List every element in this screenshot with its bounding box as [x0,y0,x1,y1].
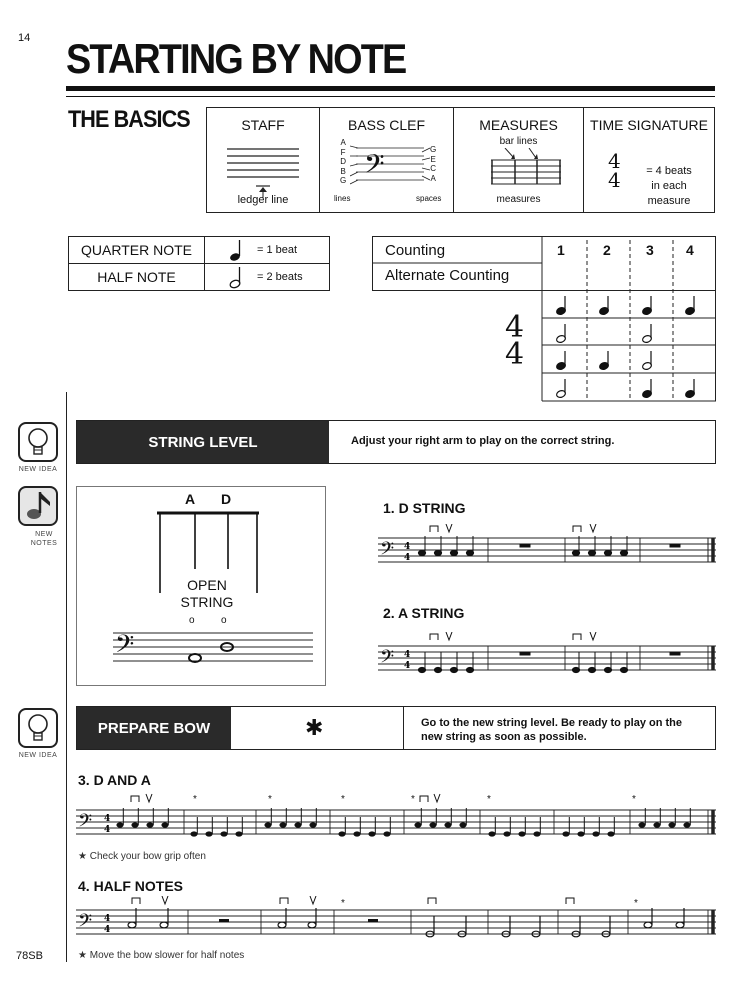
svg-text:*: * [341,898,345,909]
svg-text:4: 4 [104,925,111,935]
exercise-2-staff [378,632,716,680]
svg-text:4: 4 [104,825,111,835]
exercise-1-staff [378,524,716,572]
quarter-note-head [220,831,227,836]
string-level-text: Adjust your right arm to play on the correct string. [351,435,615,447]
half-note-label: HALF NOTE [69,264,205,291]
bar-lines-label: bar lines [499,136,538,147]
quarter-note-head [205,831,212,836]
exercise-4-note: ★ Move the bow slower for half notes [78,950,245,961]
svg-text:𝄢: 𝄢 [380,539,395,564]
beat-1: 1 [557,242,565,258]
quarter-note-head [353,831,360,836]
quarter-note-head [264,822,271,827]
svg-text:4: 4 [404,542,411,552]
counting-table [372,236,717,402]
page-number: 14 [18,32,31,44]
alternate-counting-label: Alternate Counting [385,267,510,284]
measures-caption: measures [496,194,541,205]
title-rule-thin [66,96,715,97]
svg-text:*: * [411,794,415,805]
measures-cell [454,108,584,212]
prepare-bow-title: PREPARE BOW [77,707,231,749]
svg-text:𝄢: 𝄢 [115,630,135,665]
open-string-label: OPEN STRING [180,577,234,610]
sidebar-rule [66,392,67,962]
svg-text:𝄢: 𝄢 [380,647,395,672]
quarter-note-head [577,831,584,836]
bass-clef-space-notes: G E C A [430,145,437,183]
quarter-note-head [368,831,375,836]
half-note-value: = 2 beats [257,271,303,283]
time-signature-cell [584,108,714,212]
quarter-note-head [683,822,690,827]
quarter-note-head [279,822,286,827]
quarter-note-head [533,831,540,836]
new-idea-caption: NEW IDEA [18,466,58,473]
exercise-2-title: 2. A STRING [383,605,465,621]
spaces-label: spaces [416,194,442,203]
svg-text:4: 4 [404,661,411,671]
new-notes-caption: NEW NOTES [30,531,58,547]
prepare-bow-bar [76,706,716,750]
quarter-note-head [146,822,153,827]
string-level-bar [76,420,716,464]
new-notes-box [76,486,326,686]
quarter-note-head [638,822,645,827]
svg-text:4: 4 [404,553,411,563]
svg-text:𝄢: 𝄢 [364,148,385,186]
title-rule-thick [66,86,715,91]
lines-label: lines [334,194,351,203]
quarter-note-head [235,831,242,836]
counting-time-signature: 4 4 [505,310,525,372]
quarter-note-value: = 1 beat [257,244,298,256]
quarter-note-head [488,831,495,836]
svg-text:*: * [634,898,638,909]
staff-label: STAFF [241,117,285,133]
quarter-note-head [294,822,301,827]
time-signature-desc: = 4 beats in each measure [646,165,692,207]
svg-text:*: * [632,794,636,805]
measures-label: MEASURES [479,117,558,133]
time-signature-label: TIME SIGNATURE [590,117,708,133]
time-signature-digits: 4 4 [608,149,621,192]
quarter-note-row [69,237,329,264]
new-notes-icon-box [18,486,58,526]
string-level-title: STRING LEVEL [77,421,329,463]
lightbulb-icon [25,427,51,457]
svg-text:*: * [268,794,272,805]
quarter-note-head [518,831,525,836]
measures-diagram [491,148,561,194]
quarter-note-head [338,831,345,836]
string-name-a: A [185,491,196,507]
prepare-bow-symbol: ✱ [305,715,324,740]
beat-2: 2 [603,242,611,258]
string-name-d: D [221,491,232,507]
quarter-note-head [459,822,466,827]
quarter-note-head [190,831,197,836]
note-mark-d: o [221,615,227,626]
bass-clef-label: BASS CLEF [347,117,426,133]
bass-clef-staff [350,142,430,192]
lightbulb-icon [25,713,51,743]
quarter-note-head [429,822,436,827]
svg-text:*: * [487,794,491,805]
note-mark-a: o [189,615,195,626]
quarter-note-head [607,831,614,836]
exercise-3-staff [76,790,716,840]
half-note-row [69,264,329,291]
music-note-icon [23,490,53,522]
new-notes-staff [113,629,313,673]
exercise-3-note: ★ Check your bow grip often [78,851,206,862]
quarter-note-head [562,831,569,836]
exercise-4-staff [76,896,716,946]
quarter-note-head [161,822,168,827]
basics-box [206,107,715,213]
svg-text:4: 4 [104,914,111,924]
exercise-3-title: 3. D AND A [78,772,151,788]
counting-label: Counting [385,242,446,259]
book-code: 78SB [16,950,43,962]
quarter-note-head [309,822,316,827]
staff-cell [207,108,320,212]
quarter-note-icon [229,239,249,263]
svg-text:*: * [341,794,345,805]
exercise-4-title: 4. HALF NOTES [78,878,184,894]
basics-title: THE BASICS [68,106,190,133]
exercise-1-title: 1. D STRING [383,500,466,516]
quarter-note-head [131,822,138,827]
beat-4: 4 [686,242,694,258]
quarter-note-head [116,822,123,827]
beat-3: 3 [646,242,654,258]
note-values-table [68,236,330,291]
quarter-note-head [653,822,660,827]
svg-text:*: * [193,794,197,805]
quarter-note-head [383,831,390,836]
quarter-note-head [414,822,421,827]
prepare-bow-text: Go to the new string level. Be ready to play on the new string as soon as possible. [421,717,682,743]
svg-text:𝄢: 𝄢 [78,811,93,836]
bass-clef-line-notes: A F D B G [340,138,347,185]
staff-diagram [227,146,299,198]
new-idea-icon-box-2 [18,708,58,748]
quarter-note-label: QUARTER NOTE [69,237,205,263]
prepare-bow-divider [403,707,404,749]
bass-clef-cell [320,108,454,212]
new-idea-caption-2: NEW IDEA [18,752,58,759]
svg-text:4: 4 [104,814,111,824]
quarter-note-head [592,831,599,836]
svg-text:𝄢: 𝄢 [78,911,93,936]
quarter-note-head [444,822,451,827]
quarter-note-head [668,822,675,827]
new-idea-icon-box [18,422,58,462]
quarter-note-head [503,831,510,836]
half-note-icon [229,266,249,290]
svg-text:4: 4 [404,650,411,660]
ledger-line-label: ledger line [237,194,289,206]
page-title: STARTING BY NOTE [66,35,406,82]
